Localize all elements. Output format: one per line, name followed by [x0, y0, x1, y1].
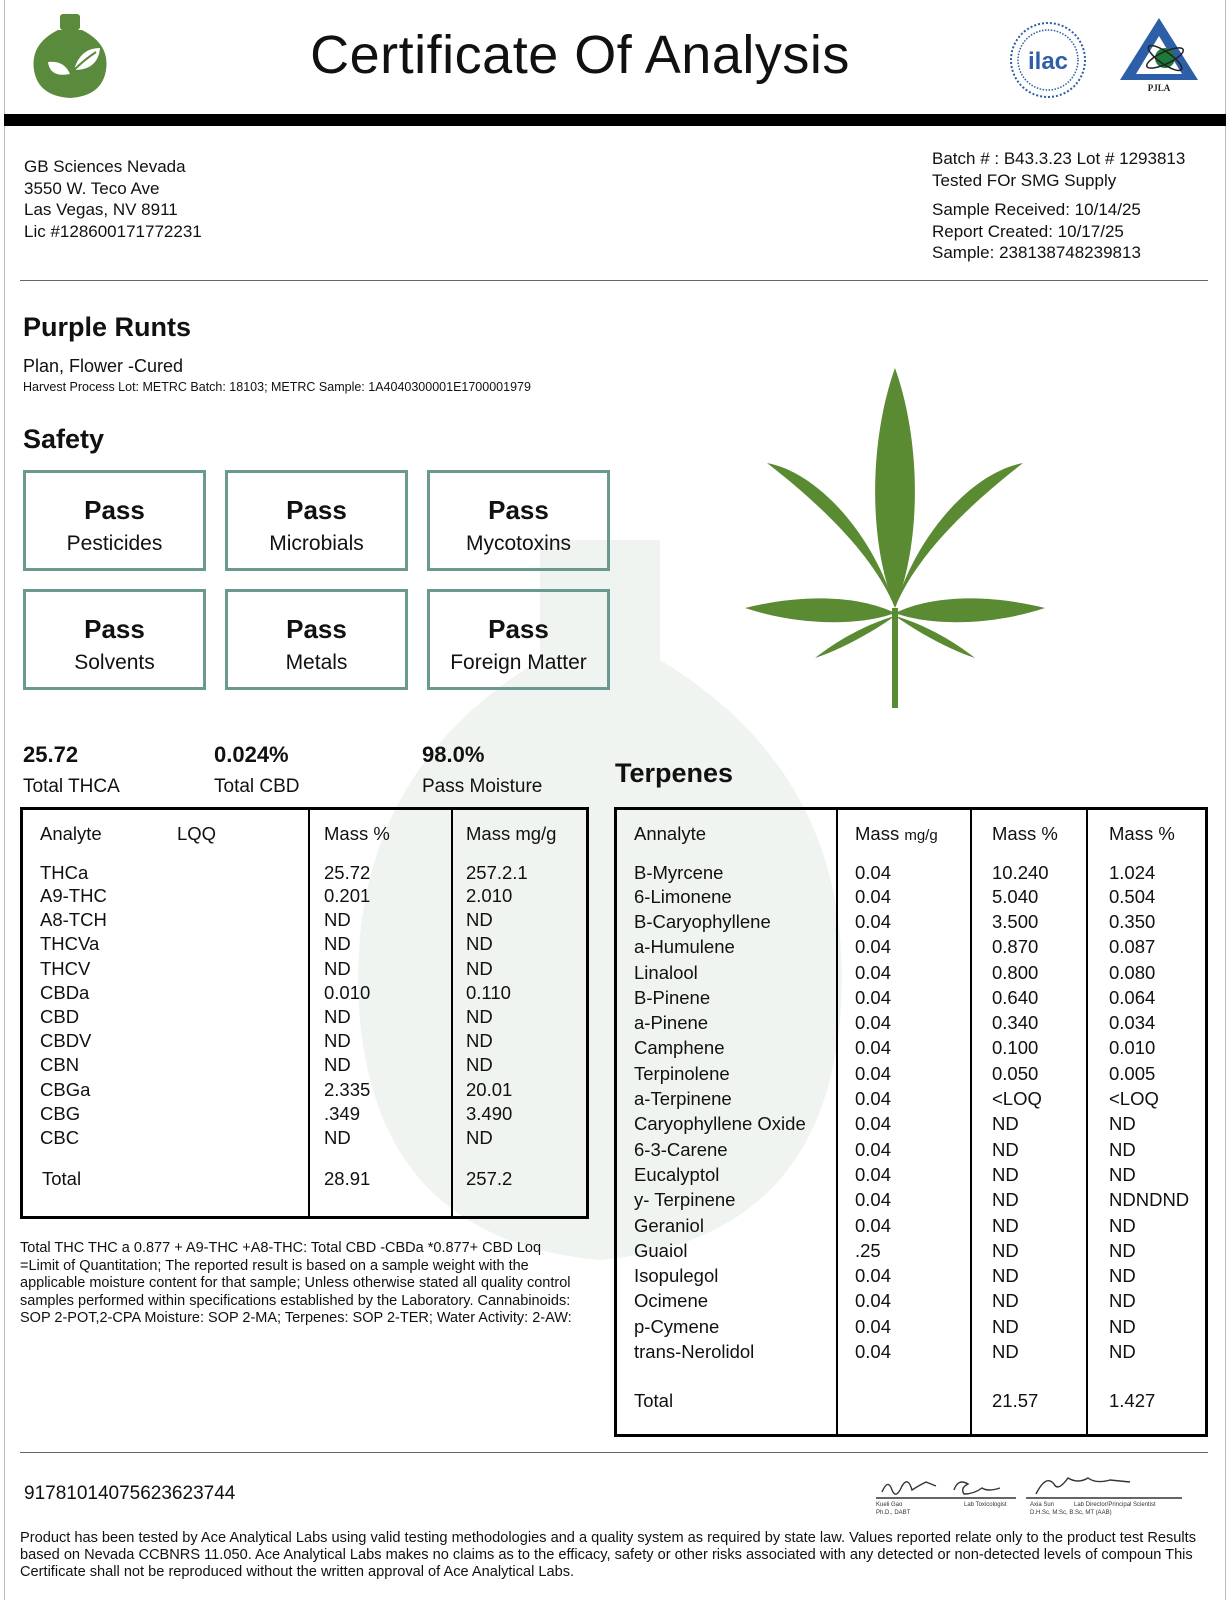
section-divider: [20, 280, 1208, 281]
cell-mass-pct-2: ND: [1109, 1315, 1136, 1337]
cell-mass-mg: 3.490: [466, 1102, 513, 1124]
cell-mass-pct-1: 3.500: [992, 910, 1039, 932]
table-row: [23, 884, 586, 908]
table-row: [617, 884, 1205, 909]
ilac-accreditation-icon: [1008, 20, 1088, 100]
table-row: [23, 908, 586, 932]
page-left-edge: [4, 0, 5, 1600]
cell-mass-mg: 257.2.1: [466, 862, 528, 883]
cell-analyte: Geraniol: [634, 1214, 704, 1236]
col-mass-pct: Mass %: [324, 823, 390, 844]
cell-mass-pct-2: ND: [1109, 1214, 1136, 1236]
cell-total-pct: 28.91: [324, 1168, 371, 1190]
terpenes-heading: Terpenes: [615, 758, 734, 788]
cell-mass-mg: 0.110: [466, 981, 511, 1003]
stat-value: 0.024%: [214, 742, 289, 767]
safety-heading: Safety: [23, 424, 105, 454]
safety-result: Pass: [84, 495, 145, 525]
cell-analyte: B-Pinene: [634, 986, 711, 1008]
client-city: Las Vegas, NV 8911: [24, 200, 178, 219]
client-street: 3550 W. Teco Ave: [24, 178, 160, 198]
harvest-lot: Harvest Process Lot: METRC Batch: 18103; METRC Sample: 1A4040300001E1700001979: [23, 380, 531, 394]
ilac-text: ilac: [1027, 48, 1069, 75]
safety-result: Pass: [84, 614, 145, 644]
table-row: [617, 1010, 1205, 1035]
cell-mass-mg: ND: [466, 957, 493, 979]
cell-analyte: CBN: [40, 1054, 80, 1076]
table-row: [23, 1102, 586, 1126]
table-header-row: [617, 810, 1205, 854]
pjla-text: PJLA: [1147, 83, 1171, 93]
signature-3-icon: [1036, 1478, 1130, 1494]
cell-analyte: CBGa: [40, 1078, 91, 1100]
cell-mass-pct-1: 0.050: [992, 1062, 1039, 1084]
cell-total-pct-2: 1.427: [1109, 1389, 1156, 1411]
cell-mass-mg: 0.04: [855, 936, 892, 958]
signature-1-icon: [882, 1482, 936, 1494]
cell-analyte: Eucalyptol: [634, 1163, 720, 1185]
stat-total-thca: [23, 742, 120, 798]
cell-analyte: trans-Nerolidol: [634, 1340, 755, 1362]
cell-loq: [160, 1126, 307, 1150]
col-mass-pct-1: Mass %: [992, 823, 1058, 844]
cell-mass-pct-1: 5.040: [992, 885, 1039, 907]
signature-2-icon: [954, 1482, 1000, 1494]
cannabis-leaf-icon: [745, 368, 1045, 708]
cell-total-label: Total: [42, 1168, 82, 1190]
table-row: [617, 1289, 1205, 1314]
table-row: [617, 1263, 1205, 1288]
cell-mass-mg: 0.04: [855, 910, 892, 932]
footer-divider: [20, 1452, 1208, 1453]
signer-1-credentials: Ph.D., DABT: [876, 1510, 911, 1516]
cell-analyte: a-Terpinene: [634, 1088, 732, 1110]
table-row: [23, 1078, 586, 1102]
signer-1-name: Kueli Gao: [876, 1502, 903, 1508]
cell-mass-mg: 0.04: [855, 1163, 892, 1185]
client-license: Lic #128600171772231: [24, 221, 202, 241]
header-divider: [4, 114, 1226, 126]
cell-mass-mg: 0.04: [855, 862, 892, 883]
cell-mass-pct-1: 0.870: [992, 936, 1039, 958]
col-analyte: Annalyte: [634, 823, 706, 844]
stat-moisture: [422, 742, 542, 798]
cell-analyte: B-Myrcene: [634, 862, 724, 883]
cell-mass-pct-2: 0.010: [1109, 1037, 1156, 1059]
signatures: [876, 1470, 1184, 1518]
client-address: [24, 156, 202, 242]
safety-test-name: Metals: [285, 651, 348, 674]
total-row: [617, 1365, 1205, 1415]
cell-mass-pct-1: ND: [992, 1265, 1019, 1287]
cell-analyte: B-Caryophyllene: [634, 910, 771, 932]
cell-mass-pct-1: <LOQ: [992, 1088, 1042, 1110]
cell-mass-mg: ND: [466, 909, 493, 931]
signer-2-name: Axia Sun: [1030, 1502, 1055, 1508]
terpenes-table: [614, 807, 1208, 1437]
cell-analyte: A8-TCH: [40, 909, 107, 931]
cell-mass-pct-1: ND: [992, 1290, 1019, 1312]
cell-mass-pct-2: <LOQ: [1109, 1088, 1159, 1110]
table-divider: [970, 810, 972, 1434]
table-row: [617, 1162, 1205, 1187]
safety-test-name: Microbials: [269, 532, 364, 555]
cell-mass-pct-1: ND: [992, 1138, 1019, 1160]
cell-mass-pct-1: ND: [992, 1189, 1019, 1211]
cell-mass-mg: 2.010: [466, 885, 513, 907]
cell-loq: [160, 1029, 307, 1053]
safety-box-foreign-matter: [427, 589, 610, 690]
cell-analyte: Caryophyllene Oxide: [634, 1113, 806, 1135]
cell-mass-mg: ND: [466, 933, 493, 955]
cell-mass-mg: 0.04: [855, 885, 892, 907]
safety-result: Pass: [488, 495, 549, 525]
cell-analyte: a-Humulene: [634, 936, 735, 958]
sample-dates: [932, 199, 1141, 264]
cell-mass-pct: ND: [324, 1006, 351, 1028]
cell-loq: [160, 884, 307, 908]
cell-mass-mg: 0.04: [855, 1265, 892, 1287]
certificate-header: [0, 0, 1230, 128]
cell-analyte: 6-3-Carene: [634, 1138, 728, 1160]
cell-mass-mg: 20.01: [466, 1078, 513, 1100]
certificate-code: 91781014075623623744: [24, 1483, 236, 1504]
cell-mass-pct-1: 0.800: [992, 961, 1039, 983]
batch-lot: Batch # : B43.3.23 Lot # 1293813: [932, 149, 1186, 168]
cell-analyte: Camphene: [634, 1037, 725, 1059]
cell-analyte: a-Pinene: [634, 1012, 709, 1034]
page-right-edge: [1225, 0, 1226, 1600]
cell-mass-pct-2: 1.024: [1109, 862, 1156, 883]
cell-mass-mg: .25: [855, 1239, 881, 1261]
cell-mass-pct: 2.335: [324, 1078, 371, 1100]
cell-mass-mg: 0.04: [855, 986, 892, 1008]
stat-label: Total THCA: [23, 776, 120, 797]
cell-mass-mg: 0.04: [855, 1113, 892, 1135]
cell-analyte: THCa: [40, 862, 89, 883]
col-mass-pct-2: Mass %: [1109, 823, 1175, 844]
cell-mass-pct: ND: [324, 909, 351, 931]
signer-2-credentials: D.H.Sc, M.Sc, B.Sc, MT (AAB): [1030, 1510, 1112, 1516]
cannabinoid-rows: [23, 854, 586, 1194]
safety-test-name: Mycotoxins: [465, 532, 572, 555]
cell-mass-pct-1: ND: [992, 1163, 1019, 1185]
col-mass-mg: [838, 810, 975, 854]
cell-mass-pct-2: 0.005: [1109, 1062, 1156, 1084]
cell-analyte: Linalool: [634, 961, 698, 983]
cell-total-pct-1: 21.57: [992, 1389, 1039, 1411]
safety-box-pesticides: [23, 470, 206, 571]
cell-mass-pct-2: NDNDND: [1109, 1189, 1190, 1211]
cell-total-label: Total: [634, 1389, 674, 1411]
col-mass-mg-label: Mass: [855, 823, 900, 844]
table-header-row: [23, 810, 586, 854]
table-row: [617, 1188, 1205, 1213]
cell-mass-pct-1: ND: [992, 1340, 1019, 1362]
table-row: [23, 1053, 586, 1077]
safety-box-microbials: [225, 470, 408, 571]
cell-mass-mg: 0.04: [855, 1088, 892, 1110]
cell-analyte: Isopulegol: [634, 1265, 719, 1287]
cell-mass-pct: ND: [324, 1054, 351, 1076]
cell-mass-pct-2: ND: [1109, 1265, 1136, 1287]
cell-mass-pct-2: 0.504: [1109, 885, 1156, 907]
cell-mass-pct-2: ND: [1109, 1239, 1136, 1261]
cell-mass-mg: 0.04: [855, 961, 892, 983]
product-type: Plan, Flower -Cured: [23, 356, 184, 376]
cell-mass-pct-1: ND: [992, 1214, 1019, 1236]
cell-total-mg: 257.2: [466, 1168, 513, 1190]
table-divider: [451, 810, 453, 1216]
signer-1-role: Lab Toxicologist: [964, 1502, 1007, 1508]
cell-loq: [160, 1102, 307, 1126]
col-analyte: Analyte: [40, 823, 102, 844]
safety-box-mycotoxins: [427, 470, 610, 571]
cell-mass-pct-1: ND: [992, 1113, 1019, 1135]
cell-mass-mg: 0.04: [855, 1037, 892, 1059]
cell-mass-mg: 0.04: [855, 1138, 892, 1160]
cell-mass-pct-2: ND: [1109, 1113, 1136, 1135]
stat-label: Total CBD: [214, 776, 300, 797]
pjla-accreditation-icon: [1118, 14, 1200, 94]
cell-loq: [160, 1150, 307, 1194]
table-row: [23, 854, 586, 884]
stat-value: 25.72: [23, 742, 79, 767]
cell-mass-mg: 0.04: [855, 1340, 892, 1362]
cell-mass-pct-2: 0.064: [1109, 986, 1156, 1008]
cell-mass-mg: 0.04: [855, 1012, 892, 1034]
col-mass-mg: Mass mg/g: [466, 823, 557, 844]
table-row: [617, 909, 1205, 934]
cell-mass-mg: ND: [466, 1006, 493, 1028]
table-row: [617, 1137, 1205, 1162]
sample-received: Sample Received: 10/14/25: [932, 200, 1141, 219]
cell-loq: [160, 1005, 307, 1029]
col-loq: LQQ: [177, 823, 217, 844]
safety-box-solvents: [23, 589, 206, 690]
cell-loq: [160, 957, 307, 981]
cell-mass-pct-1: ND: [992, 1315, 1019, 1337]
cell-analyte: CBC: [40, 1126, 80, 1148]
safety-test-name: Solvents: [74, 651, 155, 674]
document-title: Certificate Of Analysis: [310, 25, 850, 85]
table-row: [23, 1029, 586, 1053]
sample-id: Sample: 238138748239813: [932, 243, 1141, 262]
cell-mass-pct-2: ND: [1109, 1138, 1136, 1160]
table-row: [23, 1126, 586, 1150]
signer-2-role: Lab Director/Principal Scientist: [1074, 1502, 1156, 1508]
cell-mass-pct-2: ND: [1109, 1163, 1136, 1185]
cell-mass-pct-2: 0.087: [1109, 936, 1156, 958]
cell-loq: [160, 1078, 307, 1102]
table-row: [617, 1112, 1205, 1137]
table-row: [617, 1061, 1205, 1086]
cell-mass-pct-2: 0.034: [1109, 1012, 1156, 1034]
cell-mass-mg: 0.04: [855, 1214, 892, 1236]
cell-loq: [160, 981, 307, 1005]
cell-mass-pct-1: 0.640: [992, 986, 1039, 1008]
table-row: [617, 1314, 1205, 1339]
cell-mass-pct-1: ND: [992, 1239, 1019, 1261]
cell-mass-mg: ND: [466, 1126, 493, 1148]
table-row: [617, 854, 1205, 884]
safety-box-metals: [225, 589, 408, 690]
cell-mass-pct-2: 0.080: [1109, 961, 1156, 983]
cell-mass-mg: ND: [466, 1054, 493, 1076]
table-row: [617, 960, 1205, 985]
cell-mass-pct: .349: [324, 1102, 361, 1124]
cell-mass-mg: 0.04: [855, 1290, 892, 1312]
stat-value: 98.0%: [422, 742, 485, 767]
cell-loq: [160, 908, 307, 932]
cell-loq: [160, 932, 307, 956]
safety-result: Pass: [286, 614, 347, 644]
cell-mass-pct: 0.010: [324, 981, 371, 1003]
cell-mass-mg: [838, 1365, 975, 1415]
cell-mass-pct: ND: [324, 1126, 351, 1148]
cell-loq: [160, 854, 307, 884]
report-created: Report Created: 10/17/25: [932, 221, 1124, 241]
batch-info: [932, 148, 1185, 191]
methodology-notes: Total THC THC a 0.877 + A9-THC +A8-THC: Total CBD -CBDa *0.877+ CBD Loq =Limit of Quantitation; The reported result is based on a sample weight with the applicable moisture content for that sample; Unless otherwise stated all quality control samples performed within specifications established by the Laboratory. Cannabinoids: SOP 2-POT,2-CPA Moisture: SOP 2-MA; Terpenes: SOP 2-TER; Water Activity: 2-AW:: [20, 1240, 572, 1326]
safety-test-name: Foreign Matter: [450, 651, 587, 674]
cannabinoid-table: [20, 807, 589, 1219]
table-row: [617, 1036, 1205, 1061]
cell-mass-pct: ND: [324, 1030, 351, 1052]
cell-analyte: y- Terpinene: [634, 1189, 736, 1211]
table-row: [617, 1086, 1205, 1111]
cell-analyte: CBD: [40, 1006, 80, 1028]
cell-analyte: Guaiol: [634, 1239, 688, 1261]
client-name: GB Sciences Nevada: [24, 157, 186, 176]
cell-mass-pct: ND: [324, 957, 351, 979]
safety-test-name: Pesticides: [66, 532, 163, 555]
cell-loq: [160, 1053, 307, 1077]
cell-analyte: THCVa: [40, 933, 100, 955]
cell-mass-pct-1: 0.100: [992, 1037, 1039, 1059]
total-row: [23, 1150, 586, 1194]
table-row: [23, 932, 586, 956]
cell-mass-mg: 0.04: [855, 1062, 892, 1084]
cell-mass-pct-1: 10.240: [992, 862, 1049, 883]
table-row: [617, 1339, 1205, 1364]
table-row: [23, 981, 586, 1005]
cell-mass-pct-2: 0.350: [1109, 910, 1156, 932]
cell-mass-pct-2: ND: [1109, 1340, 1136, 1362]
cell-mass-pct-1: 0.340: [992, 1012, 1039, 1034]
cell-analyte: CBG: [40, 1102, 81, 1124]
cell-analyte: Terpinolene: [634, 1062, 730, 1084]
safety-result: Pass: [286, 495, 347, 525]
cell-mass-pct: 25.72: [324, 862, 371, 883]
col-mass-mg-unit: mg/g: [904, 827, 938, 844]
cell-mass-mg: ND: [466, 1030, 493, 1052]
table-row: [23, 957, 586, 981]
safety-result: Pass: [488, 614, 549, 644]
cell-analyte: 6-Limonene: [634, 885, 732, 907]
cell-analyte: p-Cymene: [634, 1315, 720, 1337]
cell-analyte: Ocimene: [634, 1290, 709, 1312]
table-divider: [308, 810, 310, 1216]
cell-mass-pct: 0.201: [324, 885, 371, 907]
cell-analyte: A9-THC: [40, 885, 107, 907]
cell-analyte: CBDV: [40, 1030, 92, 1052]
table-divider: [836, 810, 838, 1434]
tested-for: Tested FOr SMG Supply: [932, 170, 1117, 190]
disclaimer: Product has been tested by Ace Analytical Labs using valid testing methodologies and a quality system as required by state law. Values reported relate only to the product test Results based on Nevada CCBNRS 11.050. Ace Analytical Labs makes no claims as to the efficacy, safety or other risks associated with any detected or non-detected levels of compoun This Certificate shall not be reproduced without the written approval of Ace Analytical Labs.: [20, 1530, 1197, 1580]
stat-label: Pass Moisture: [422, 776, 543, 797]
cell-mass-pct-2: ND: [1109, 1290, 1136, 1312]
terpene-rows: [617, 854, 1205, 1415]
table-row: [23, 1005, 586, 1029]
product-name: Purple Runts: [23, 312, 192, 342]
stat-total-cbd: [214, 742, 300, 798]
cell-mass-mg: 0.04: [855, 1315, 892, 1337]
table-row: [617, 1238, 1205, 1263]
cell-analyte: CBDa: [40, 981, 90, 1003]
table-row: [617, 1213, 1205, 1238]
table-row: [617, 985, 1205, 1010]
cell-mass-mg: 0.04: [855, 1189, 892, 1211]
cell-analyte: THCV: [40, 957, 91, 979]
table-row: [617, 935, 1205, 960]
table-divider: [1086, 810, 1088, 1434]
cell-mass-pct: ND: [324, 933, 351, 955]
